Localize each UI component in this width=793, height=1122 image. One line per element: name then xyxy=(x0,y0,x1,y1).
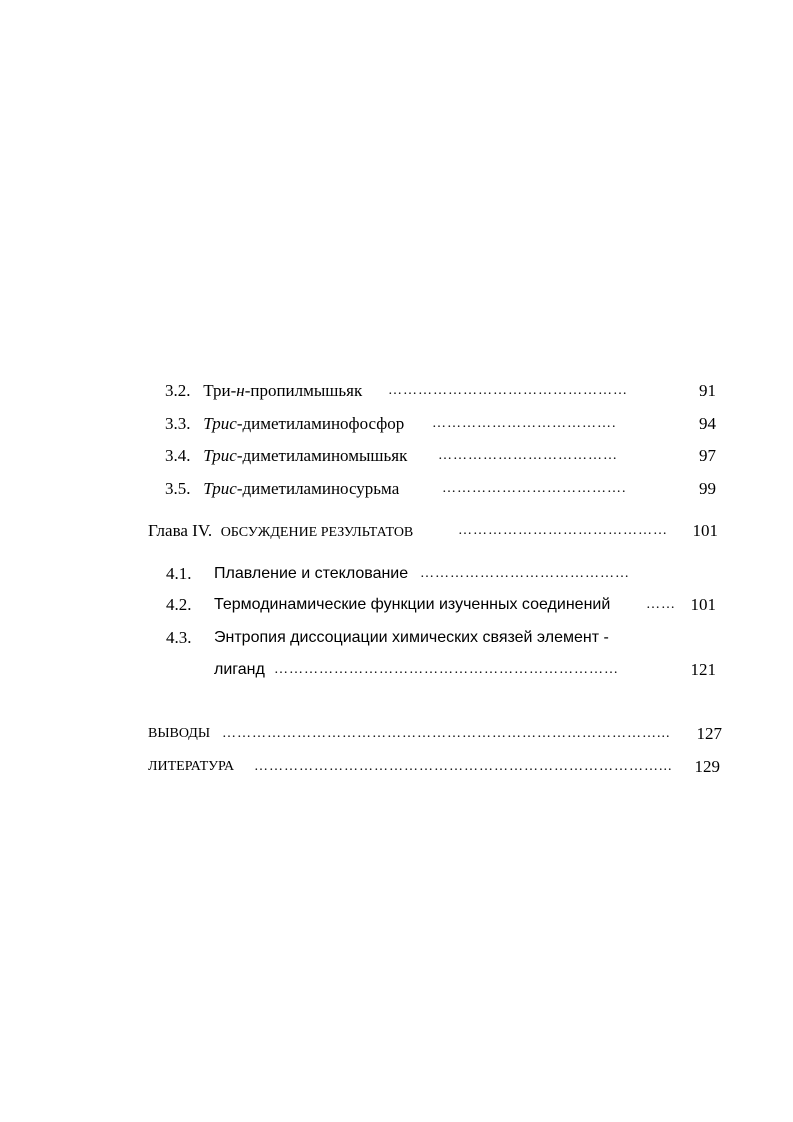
section-number: 3.3. xyxy=(165,414,191,433)
leader-dots: …………………………………… xyxy=(420,566,630,581)
leader-dots: ………………………………………………………………………... xyxy=(254,759,673,774)
leader-dots: ………………………………………… xyxy=(388,383,628,398)
toc-entry-4-3 xyxy=(166,628,192,648)
toc-entry-4-1 xyxy=(166,564,192,584)
section-title: -диметиламиносурьма xyxy=(236,479,400,498)
leader-dots: ……………………………………………………………………………... xyxy=(222,726,671,741)
section-title-prefix: Три- xyxy=(203,381,237,400)
section-title: -диметиламиномышьяк xyxy=(236,446,408,465)
leader-dots: …………………………………………………………… xyxy=(274,662,619,677)
toc-entry-3-2 xyxy=(165,381,362,401)
chapter-prefix: Глава IV. xyxy=(148,521,213,540)
page-number: 101 xyxy=(692,521,718,540)
chapter-title: ОБСУЖДЕНИЕ РЕЗУЛЬТАТОВ xyxy=(220,525,414,540)
leader-dots: …… xyxy=(646,597,676,612)
page-number: 127 xyxy=(696,724,722,743)
section-number: 4.3. xyxy=(166,628,192,647)
page-number: 129 xyxy=(694,757,720,776)
leader-dots: ………………………………. xyxy=(432,416,617,431)
leader-dots: …………………………………… xyxy=(458,523,668,538)
page-number: 97 xyxy=(699,446,716,465)
page-number: 91 xyxy=(699,381,716,400)
toc-conclusions: ВЫВОДЫ xyxy=(148,726,211,741)
page-number: 121 xyxy=(690,660,716,679)
section-title: Энтропия диссоциации химических связей элемент - xyxy=(214,629,609,646)
section-title-italic: Трис xyxy=(203,446,237,465)
toc-literature: ЛИТЕРАТУРА xyxy=(148,759,235,774)
section-title-continued: лиганд xyxy=(214,661,265,678)
section-number: 4.2. xyxy=(166,595,192,614)
leader-dots: ……………………………… xyxy=(438,448,618,463)
section-number: 4.1. xyxy=(166,564,192,583)
section-title-italic: Трис xyxy=(203,414,237,433)
leader-dots: ………………………………. xyxy=(442,481,627,496)
page-number: 94 xyxy=(699,414,716,433)
section-number: 3.2. xyxy=(165,381,191,400)
section-number: 3.4. xyxy=(165,446,191,465)
section-title: Термодинамические функции изученных соединений xyxy=(214,596,611,613)
section-title: Плавление и стеклование xyxy=(214,565,409,582)
toc-entry-3-4 xyxy=(165,446,407,466)
page-number: 101 xyxy=(690,595,716,614)
toc-entry-4-2 xyxy=(166,595,192,615)
section-title: -диметиламинофосфор xyxy=(236,414,405,433)
section-title-italic: Трис xyxy=(203,479,237,498)
section-number: 3.5. xyxy=(165,479,191,498)
page-number: 99 xyxy=(699,479,716,498)
toc-entry-3-3 xyxy=(165,414,404,434)
section-title-italic: н xyxy=(236,381,245,400)
toc-chapter-4 xyxy=(148,521,413,543)
section-title: -пропилмышьяк xyxy=(244,381,363,400)
toc-entry-3-5 xyxy=(165,479,399,499)
